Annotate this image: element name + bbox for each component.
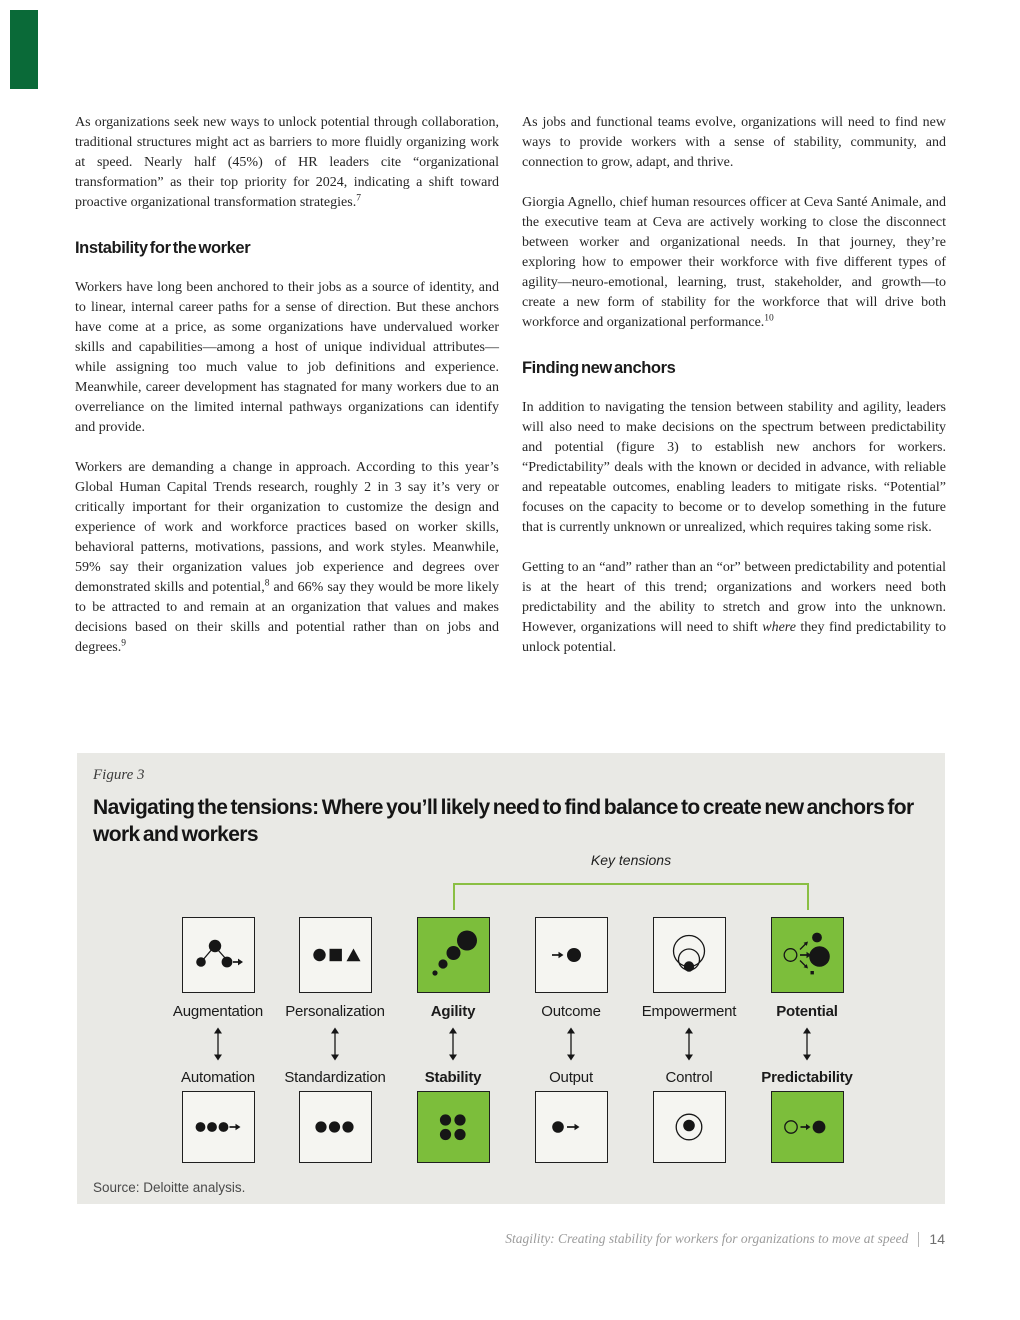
paragraph-text: and 66% say they would be more likely to be attracted to and remain at an organization that values and makes decisions based on their skills and potential rather than on jobs and degrees. (75, 580, 499, 655)
double-arrow-icon (276, 1027, 394, 1061)
output-icon-box (535, 1091, 608, 1163)
tension-bottom-label: Control (665, 1069, 713, 1086)
control-icon (663, 1101, 715, 1153)
tension-bottom-label: Standardization (284, 1069, 386, 1086)
key-tensions-label: Key tensions (590, 852, 672, 868)
tension-bottom-label: Output (549, 1069, 593, 1086)
agility-icon-box (417, 917, 490, 993)
outcome-icon-box (535, 917, 608, 993)
paragraph (75, 113, 499, 213)
tension-bottom-label: Stability (424, 1069, 482, 1086)
right-column (522, 113, 946, 678)
brand-logo-block (10, 10, 38, 89)
stability-icon-box (417, 1091, 490, 1163)
tension-top-label: Empowerment (641, 1003, 737, 1020)
personalization-icon-box (299, 917, 372, 993)
augmentation-icon (192, 929, 244, 981)
agility-icon (427, 929, 479, 981)
standardization-icon (309, 1101, 361, 1153)
tension-pair-empowerment-control (630, 917, 748, 1163)
double-arrow-icon (512, 1027, 630, 1061)
double-arrow-icon (159, 1027, 277, 1061)
predictability-icon (781, 1101, 833, 1153)
personalization-icon (309, 929, 361, 981)
potential-icon-box (771, 917, 844, 993)
double-arrow-icon (394, 1027, 512, 1061)
automation-icon (192, 1101, 244, 1153)
stability-icon (427, 1101, 479, 1153)
section-heading-anchors: Finding new anchors (522, 359, 676, 377)
figure-label: Figure 3 (93, 767, 145, 783)
double-arrow-icon (630, 1027, 748, 1061)
augmentation-icon-box (182, 917, 255, 993)
automation-icon-box (182, 1091, 255, 1163)
output-icon (545, 1101, 597, 1153)
paragraph-text: As organizations seek new ways to unlock potential through collaboration, traditional structures might act as barriers to more fluidly organizing work at speed. Nearly half (45%) of HR leaders cite “organizational transformation” as their top priority for 2024, indicating a shift toward proactive organizational transformation strategies. (75, 115, 499, 210)
paragraph: Workers have long been anchored to their jobs as a source of identity, and to linear, internal career paths for a sense of direction. But these anchors have come at a price, as some organizations have undervalued worker skills and capabilities—among a host of unique individual attributes—while assigning too much value to job definitions and experience. Meanwhile, career development has stagnated for many workers due to an overreliance on the limited internal pathways organizations can identify and provide. (75, 280, 499, 435)
tension-pair-outcome-output (512, 917, 630, 1163)
page-number: 14 (929, 1231, 945, 1247)
tension-bracket-left-drop (453, 883, 455, 910)
empowerment-icon (663, 929, 715, 981)
control-icon-box (653, 1091, 726, 1163)
paragraph (522, 558, 946, 658)
footnote-ref: 7 (356, 193, 361, 204)
paragraph: In addition to navigating the tension between stability and agility, leaders will also need to make decisions on the spectrum between predictability and potential (figure 3) to establish new anchors for workers. “Predictability” deals with the known or decided in advance, with reliable and repeatable outcomes, enabling leaders to mitigate risks. “Potential” focuses on the capacity to become or to develop something in the future that is currently unknown or unrealized, which requires taking some risk. (522, 400, 946, 535)
section-heading-instability: Instability for the worker (75, 239, 251, 257)
tension-pair-agility-stability (394, 917, 512, 1163)
figure-panel (77, 753, 945, 1204)
potential-icon (781, 929, 833, 981)
tension-top-label: Agility (430, 1003, 476, 1020)
footnote-ref: 8 (264, 578, 270, 589)
footnote-ref: 10 (764, 313, 774, 324)
tension-pair-augmentation-automation (159, 917, 277, 1163)
tension-bracket-right-drop (807, 883, 809, 910)
left-column (75, 113, 499, 678)
tension-top-label: Augmentation (172, 1003, 264, 1020)
footnote-ref: 9 (121, 638, 127, 649)
empowerment-icon-box (653, 917, 726, 993)
footer-title: Stagility: Creating stability for workers for organizations to move at speed (505, 1231, 909, 1246)
footer-divider (918, 1232, 919, 1247)
tension-top-label: Personalization (285, 1003, 385, 1020)
tension-pair-potential-predictability (748, 917, 866, 1163)
paragraph-text: Getting to an “and” rather than an “or” between predictability and potential is at the heart of this trend; organizations and workers need both predictability and the ability to stretch and grow into the unknown. However, organizations will need to shift (522, 560, 946, 635)
standardization-icon-box (299, 1091, 372, 1163)
predictability-icon-box (771, 1091, 844, 1163)
outcome-icon (545, 929, 597, 981)
paragraph (75, 458, 499, 658)
tension-bottom-label: Predictability (761, 1069, 853, 1086)
paragraph-text: they find predictability to unlock potential. (522, 620, 947, 655)
page-footer (505, 1231, 945, 1247)
paragraph-text: Workers are demanding a change in approach. According to this year’s Global Human Capital Trends research, roughly 2 in 3 say it’s very or critically important for their organization to customize the design and experience of work and workforce practices based on worker skills, behavioral patterns, motivations, passions, and work styles. Meanwhile, 59% say their organization values job experience and degrees over demonstrated skills and potential, (75, 460, 499, 595)
double-arrow-icon (748, 1027, 866, 1061)
tension-top-label: Outcome (541, 1003, 601, 1020)
source-note: Source: Deloitte analysis. (93, 1180, 246, 1195)
paragraph (522, 193, 946, 333)
figure-title: Navigating the tensions: Where you’ll likely need to find balance to create new anchors for work and workers (93, 796, 914, 846)
paragraph: As jobs and functional teams evolve, organizations will need to find new ways to provide workers with a sense of stability, community, and connection to grow, adapt, and thrive. (522, 115, 946, 170)
emphasized-word: where (762, 620, 796, 635)
tension-pair-personalization-standardization (276, 917, 394, 1163)
paragraph-text: Giorgia Agnello, chief human resources officer at Ceva Santé Animale, and the executive team at Ceva are actively working to close the disconnect between worker and organizational needs. In that journey, they’re exploring how to empower their workforce with five different types of agility—neuro-emotional, learning, trust, stakeholder, and growth—to create a new form of stability for the workforce that will drive both workforce and organizational performance. (522, 195, 946, 330)
tension-top-label: Potential (776, 1003, 838, 1020)
tension-bottom-label: Automation (181, 1069, 255, 1086)
tension-bracket-line (453, 883, 809, 885)
